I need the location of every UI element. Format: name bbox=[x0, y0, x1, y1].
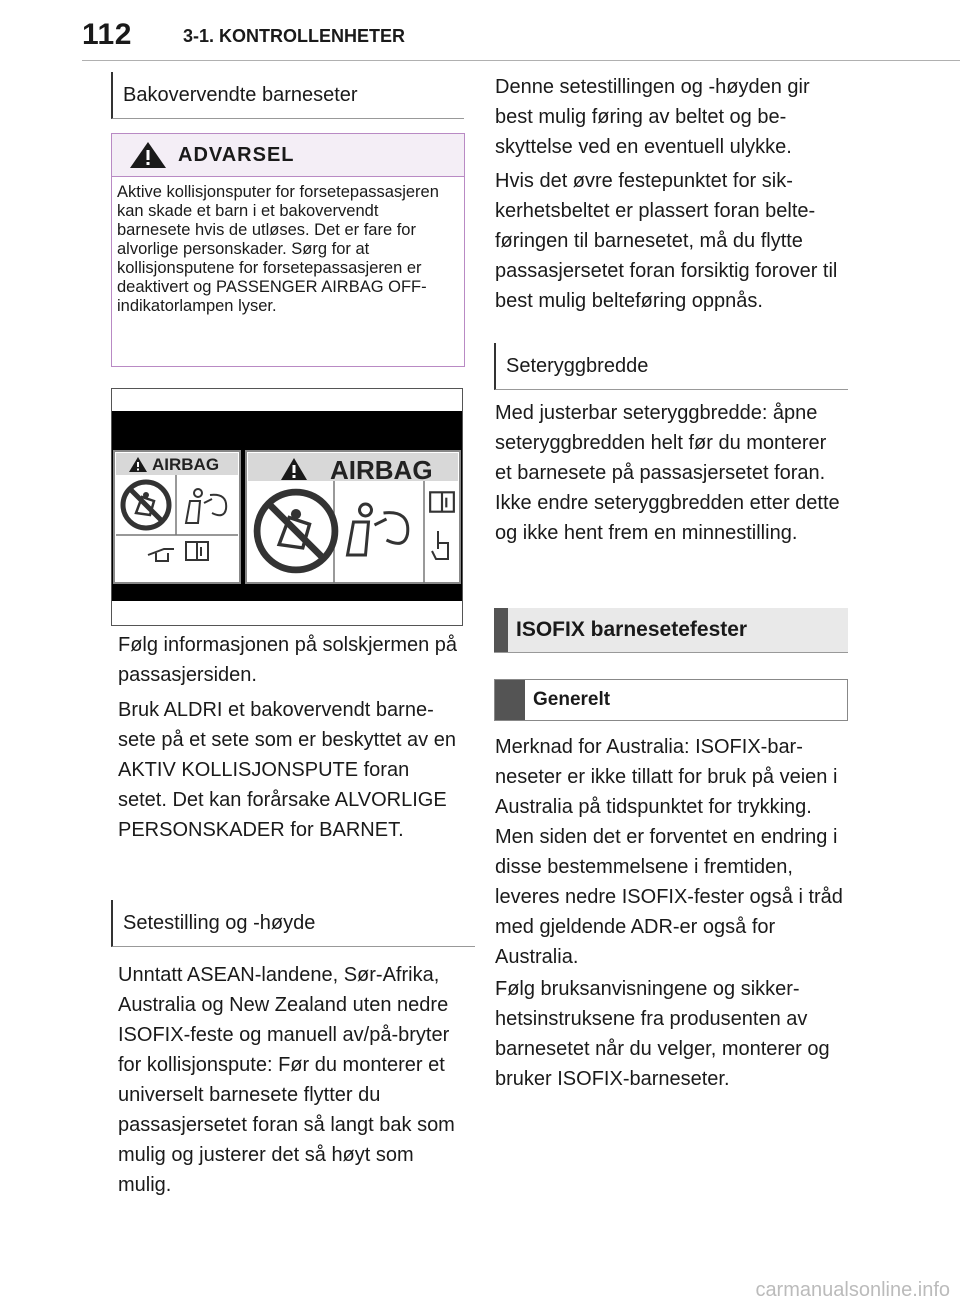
page-number: 112 bbox=[82, 18, 132, 51]
warning-box bbox=[111, 133, 465, 367]
no-rear-facing-child-seat-icon bbox=[120, 479, 172, 531]
warning-header bbox=[112, 134, 464, 177]
warning-triangle-icon bbox=[280, 457, 308, 481]
section-header-isofix-text: ISOFIX barnesetefester bbox=[516, 618, 748, 641]
warning-text: Aktive kollisjonsputer for forsetepassasjeren kan skade et barn i et bakovervendt barnesete hvis de utløses. Det er fare for alvorlige personskader. Sørg for at kollisjonsputene for forsetepassasjeren er deaktivert og PASSENGER AIRBAG OFF-indikatorlampen lyser. bbox=[117, 183, 439, 315]
section-title: 3-1. KONTROLLENHETER bbox=[183, 26, 406, 46]
airbag-small-text: AIRBAG bbox=[152, 455, 220, 474]
info-book-icon bbox=[428, 489, 456, 515]
right-paragraph-3: Med justerbar seteryggbredde: åpne seteryggbredden helt før du monterer et barnesete på passasjersetet foran. Ikke endre seteryggbredden etter dette og ikke hent frem en minnestilling. bbox=[495, 402, 840, 544]
header-divider bbox=[82, 60, 960, 61]
pointing-hand-icon bbox=[146, 541, 176, 563]
subhead-seat-position-text: Setestilling og -høyde bbox=[123, 911, 316, 934]
warning-triangle-icon bbox=[128, 140, 168, 170]
pointing-hand-icon bbox=[430, 529, 454, 565]
left-paragraph-1: Følg informasjonen på solskjermen på passasjersiden. bbox=[118, 634, 458, 686]
airbag-label-panel bbox=[112, 411, 462, 601]
right-paragraph-4: Merknad for Australia: ISOFIX-barneseter er ikke tillatt for bruk på veien i Australia på tidspunktet for trykking. Men siden det er forventet en endring i disse bestemmelsene i fremtiden, leveres nedre ISOFIX-fester også i tråd med gjeldende ADR-er også for Australia. bbox=[495, 736, 843, 968]
right-paragraph-1: Denne setestillingen og -høyden gir best mulig føring av beltet og beskyttelse ved en eventuell ulykke. bbox=[495, 76, 810, 158]
right-paragraph-2: Hvis det øvre festepunktet for sikkerhetsbeltet er plassert foran belteføringen til barnesetet, må du flytte passasjersetet foran forsiktig forover til best mulig belteføring oppnås. bbox=[495, 170, 838, 312]
subhead-seat-position bbox=[111, 900, 475, 947]
airbag-large-text: AIRBAG bbox=[330, 455, 433, 485]
subhead-backrest-width-text: Seteryggbredde bbox=[506, 354, 649, 377]
warning-triangle-icon bbox=[128, 456, 148, 473]
subsection-header-general bbox=[494, 679, 848, 721]
subhead-rear-facing bbox=[111, 72, 464, 119]
subhead-backrest-width bbox=[494, 343, 848, 390]
section-marker bbox=[494, 608, 508, 652]
subsection-marker bbox=[495, 680, 525, 720]
right-paragraph-5: Følg bruksanvisningene og sikkerhetsinstruksene fra produsenten av barnesetet når du velger, monterer og bruker ISOFIX-barneseter. bbox=[495, 978, 830, 1090]
info-book-icon bbox=[184, 539, 210, 563]
left-paragraph-3: Unntatt ASEAN-landene, Sør-Afrika, Australia og New Zealand uten nedre ISOFIX-feste og manuell av/på-bryter for kollisjonspute: Før du monterer et universelt barnesete flytter du passasjersetet foran så langt bak som mulig og justerer det så høyt som mulig. bbox=[118, 964, 455, 1196]
footer-watermark[interactable]: carmanualsonline.info bbox=[755, 1279, 950, 1301]
airbag-deploy-icon bbox=[338, 495, 420, 567]
left-paragraph-2: Bruk ALDRI et bakovervendt barnesete på et sete som er beskyttet av en AKTIV KOLLISJONSPUTE foran setet. Det kan forårsake ALVORLIGE PERSONSKADER for BARNET. bbox=[118, 699, 456, 841]
subhead-rear-facing-text: Bakovervendte barneseter bbox=[123, 83, 358, 106]
warning-title: ADVARSEL bbox=[178, 143, 295, 166]
airbag-label-illustration bbox=[111, 388, 463, 626]
section-header-isofix bbox=[494, 608, 848, 653]
subsection-header-general-text: Generelt bbox=[533, 689, 611, 710]
no-rear-facing-child-seat-icon bbox=[252, 487, 340, 575]
airbag-deploy-icon bbox=[180, 483, 234, 531]
